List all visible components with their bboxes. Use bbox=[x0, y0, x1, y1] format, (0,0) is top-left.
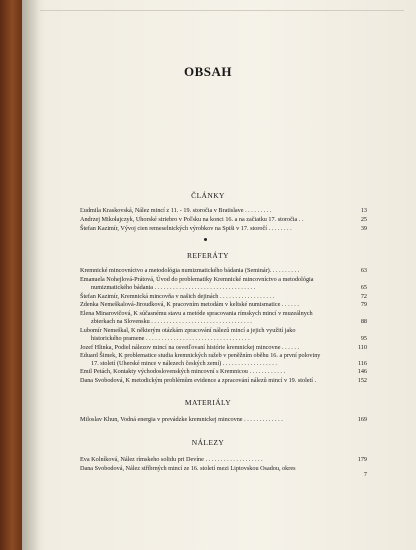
toc-entry-text: Jozef Hlinka, Podiel nálezov mincí na osvetľovaní histórie kremnickej mincovne . . . . . . bbox=[80, 344, 300, 351]
toc-entry-text-continued: historického pramene . . . . . . . . . . . . . . . . . . . . . . . . . . . . . . . . . . bbox=[91, 334, 250, 342]
toc-entry-text-continued: numizmatického bádania . . . . . . . . . . . . . . . . . . . . . . . . . . . . . . . . . bbox=[91, 283, 256, 291]
toc-entry-page: 179 bbox=[357, 456, 367, 463]
toc-entry-page: 95 bbox=[360, 334, 367, 342]
toc-entry-text: Lubomír Nemeškal, K některým otázkám zpracování nálezů mincí a jejich využití jako bbox=[80, 327, 296, 334]
toc-entry-page: 116 bbox=[357, 359, 367, 367]
toc-entry-text: Dana Svobodová, K metodickým problémům evidence a zpracování nálezů mincí v 19. století . bbox=[80, 377, 317, 384]
toc-entry-text: Eduard Šimek, K problematice studia kremnických ražeb v peněžním oběhu 16. a první poloviny bbox=[80, 352, 321, 359]
toc-entry-text: Zdenka Nemeškalová-Jiroudková, K pracovním metodám v keltské numismatice . . . . . . bbox=[80, 301, 299, 308]
toc-entry-page: 79 bbox=[360, 301, 367, 308]
toc-entry bbox=[80, 352, 367, 368]
toc-entry-page: 39 bbox=[360, 225, 367, 232]
toc-entry-page: 72 bbox=[360, 293, 367, 300]
toc-entry-page: 169 bbox=[357, 416, 367, 423]
toc-entry-text: Štefan Kazimír, Kremnická mincovňa v našich dejinách . . . . . . . . . . . . . . . . . . bbox=[80, 293, 275, 300]
toc-entry bbox=[80, 465, 367, 473]
toc-entry bbox=[80, 310, 367, 326]
toc-entry-page: 88 bbox=[360, 317, 367, 325]
toc-entry bbox=[80, 225, 367, 233]
toc-entry-text: Andrzej Mikołajczyk, Uhorské striebro v Poľsku na konci 16. a na začiatku 17. storočia . . bbox=[80, 216, 304, 223]
toc-entry-text: Eva Kolníková, Nález rímskeho solidu pri Devíne . . . . . . . . . . . . . . . . . . . bbox=[80, 456, 263, 463]
toc-entry bbox=[80, 368, 367, 376]
toc-entry bbox=[80, 344, 367, 352]
toc-entry-text-continued: 17. století (Uherské mince v nálezech českých zemí) . . . . . . . . . . . . . . . . . . bbox=[91, 359, 277, 367]
toc-entry-page: 63 bbox=[360, 267, 367, 274]
section-heading-referaty: REFERÁTY bbox=[187, 251, 229, 260]
toc-entry-page: 110 bbox=[357, 344, 367, 351]
toc-entry bbox=[80, 267, 367, 275]
toc-entry-text: Ľudmila Kraskovská, Nález mincí z 11. - 19. storočia v Bratislave . . . . . . . . . bbox=[80, 207, 272, 214]
toc-entry-text: Miloslav Khun, Vodná energia v prevádzke kremnickej mincovne . . . . . . . . . . . . . bbox=[80, 416, 283, 423]
toc-entry-text: Emil Petách, Kontakty východoslovenských mincovní s Kremnicou . . . . . . . . . . . . bbox=[80, 368, 286, 375]
toc-entry-page: 25 bbox=[360, 216, 367, 223]
toc-entry-page: 65 bbox=[360, 283, 367, 291]
bullet-mark bbox=[204, 238, 207, 241]
section-heading-nalezy: NÁLEZY bbox=[191, 438, 225, 447]
toc-entry-text-continued: zbierkach na Slovensku . . . . . . . . . . . . . . . . . . . . . . . . . . . . . . . . . bbox=[91, 317, 252, 325]
toc-entry bbox=[80, 276, 367, 292]
toc-entry-text: Elena Minarovičová, K súčasnému stavu a metóde spracovania rímskych mincí v muzeálnych bbox=[80, 310, 313, 317]
toc-entry bbox=[80, 416, 367, 424]
section-heading-clanky: ČLÁNKY bbox=[191, 191, 225, 200]
toc-entry-page: 13 bbox=[360, 207, 367, 214]
toc-entry bbox=[80, 456, 367, 464]
toc-entry-text: Štefan Kazimír, Vývoj cien remeselnických výrobkov na Spiši v 17. storočí . . . . . . . . bbox=[80, 225, 292, 232]
toc-entry bbox=[80, 327, 367, 343]
toc-entry-text: Emanuela Nohejlová-Prátová, Úvod do problematiky Kremnické mincovníctvo a metodológia bbox=[80, 276, 314, 283]
toc-entry bbox=[80, 301, 367, 309]
toc-entry-page: 152 bbox=[357, 377, 367, 384]
toc-entry bbox=[80, 293, 367, 301]
toc-entry-text: Dana Svobodová, Nález stříbrných mincí ze 16. století mezi Liptovskou Osadou, okres bbox=[80, 465, 296, 472]
section-heading-materialy: MATERIÁLY bbox=[184, 398, 232, 407]
toc-entry-text: Kremnické mincovníctvo a metodológia numizmatického bádania (Seminár). . . . . . . . . . bbox=[80, 267, 300, 274]
page-title: OBSAH bbox=[183, 64, 232, 79]
toc-entry bbox=[80, 216, 367, 224]
toc-entry bbox=[80, 377, 367, 385]
toc-entry-page: 146 bbox=[357, 368, 367, 375]
toc-entry bbox=[80, 207, 367, 215]
toc-entry-page: 7 bbox=[363, 471, 367, 479]
